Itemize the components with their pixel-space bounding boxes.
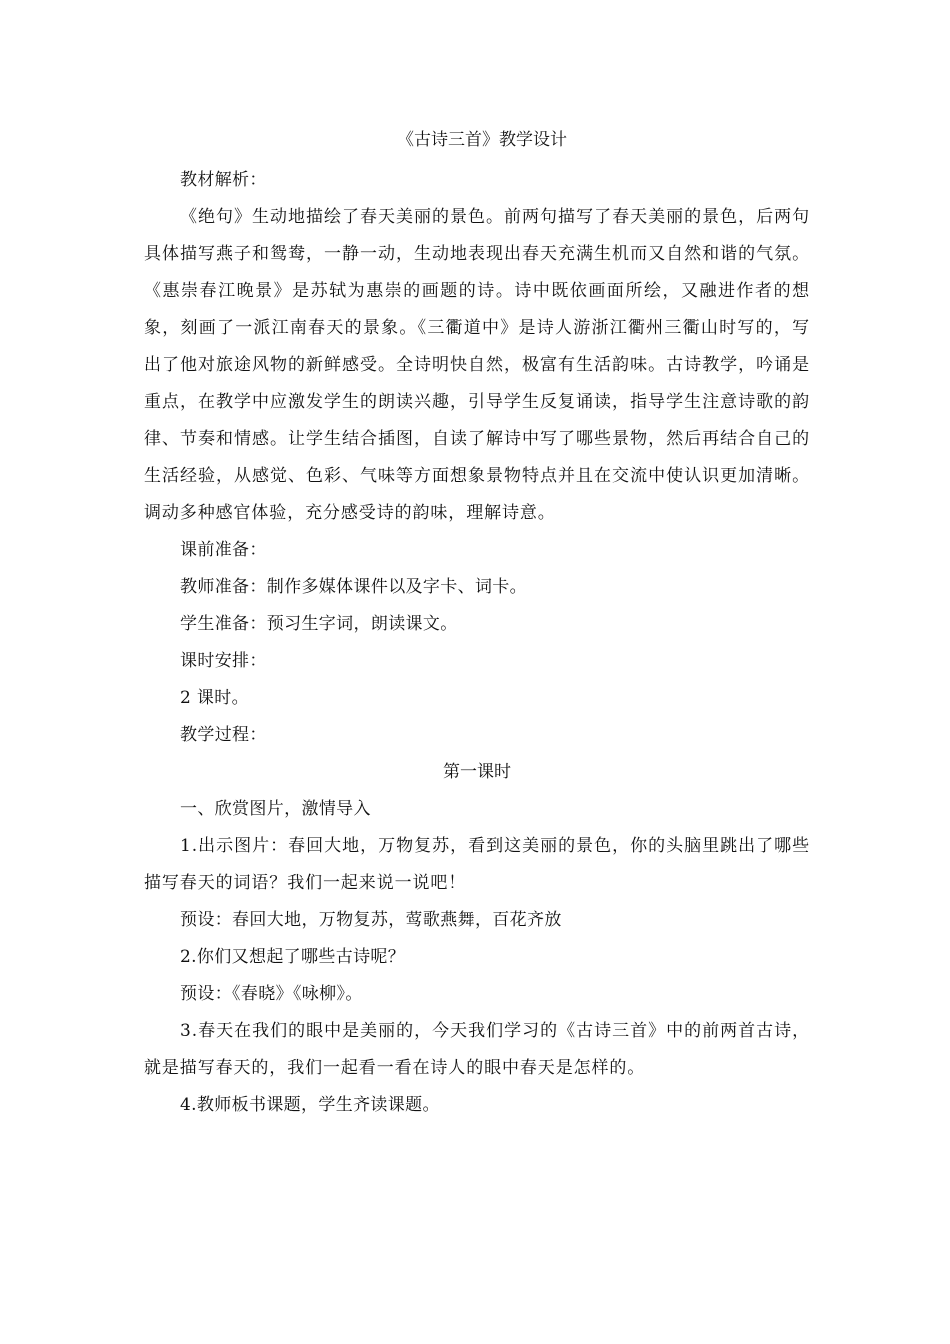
document-title: 《古诗三首》教学设计 xyxy=(397,130,567,150)
item-2-preset: 预设：《春晓》《咏柳》。 xyxy=(180,984,363,1004)
item-2: 2.你们又想起了哪些古诗呢？ xyxy=(180,947,406,967)
schedule-value: 2 课时。 xyxy=(180,688,249,708)
lesson-one-heading: 第一课时 xyxy=(443,762,511,782)
item-1: 1.出示图片：春回大地，万物复苏，看到这美丽的景色，你的头脑里跳出了哪些描写春天的词语？我们一起来说一说吧！ xyxy=(144,836,810,893)
item-3: 3.春天在我们的眼中是美丽的，今天我们学习的《古诗三首》中的前两首古诗，就是描写春天的，我们一起看一看在诗人的眼中春天是怎样的。 xyxy=(144,1021,810,1078)
step-one-heading: 一、欣赏图片，激情导入 xyxy=(180,799,371,819)
analysis-heading: 教材解析： xyxy=(180,170,267,190)
item-4: 4.教师板书课题，学生齐读课题。 xyxy=(180,1095,440,1115)
prep-heading: 课前准备： xyxy=(180,540,267,560)
schedule-heading: 课时安排： xyxy=(180,651,267,671)
process-heading: 教学过程： xyxy=(180,725,267,745)
analysis-paragraph: 《绝句》生动地描绘了春天美丽的景色。前两句描写了春天美丽的景色，后两句具体描写燕子和鸳鸯，一静一动，生动地表现出春天充满生机而又自然和谐的气氛。《惠崇春江晚景》是苏轼为惠崇的画题的诗。诗中既依画面所绘，又融进作者的想象，刻画了一派江南春天的景象。《三衢道中》是诗人游浙江衢州三衢山时写的，写出了他对旅途风物的新鲜感受。全诗明快自然，极富有生活韵味。古诗教学，吟诵是重点，在教学中应激发学生的朗读兴趣，引导学生反复诵读，指导学生注意诗歌的韵律、节奏和情感。让学生结合插图，自读了解诗中写了哪些景物，然后再结合自己的生活经验，从感觉、色彩、气味等方面想象景物特点并且在交流中使认识更加清晰。调动多种感官体验，充分感受诗的韵味，理解诗意。 xyxy=(144,207,810,523)
teacher-prep: 教师准备：制作多媒体课件以及字卡、词卡。 xyxy=(180,577,527,597)
document-page xyxy=(144,118,810,1124)
student-prep: 学生准备：预习生字词，朗读课文。 xyxy=(180,614,458,634)
item-1-preset: 预设：春回大地，万物复苏，莺歌燕舞，百花齐放 xyxy=(180,910,562,930)
